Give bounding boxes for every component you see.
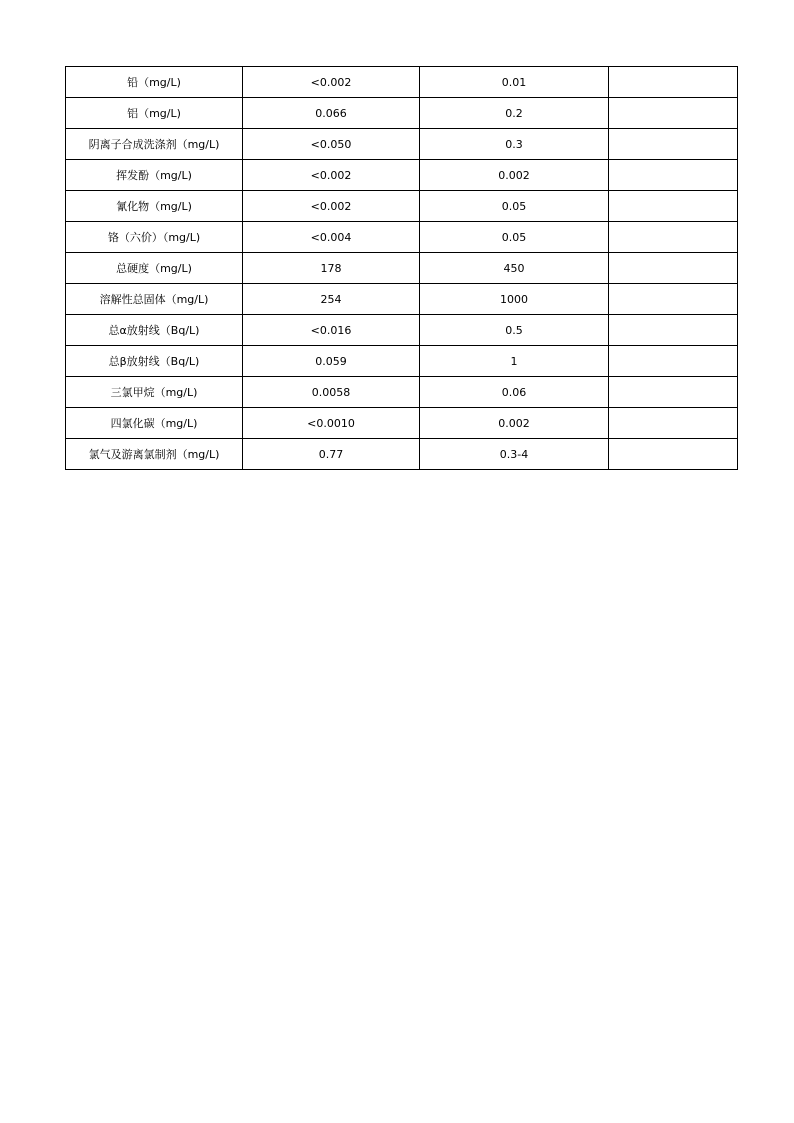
limit-cell: 1000: [420, 284, 609, 315]
result-cell: 254: [243, 284, 420, 315]
table-row: [66, 284, 738, 315]
note-cell: [609, 129, 738, 160]
item-cell: 溶解性总固体（mg/L): [66, 284, 243, 315]
result-cell: 0.066: [243, 98, 420, 129]
item-cell: 阴离子合成洗涤剂（mg/L): [66, 129, 243, 160]
note-cell: [609, 439, 738, 470]
limit-cell: 0.3-4: [420, 439, 609, 470]
result-cell: <0.016: [243, 315, 420, 346]
note-cell: [609, 222, 738, 253]
item-cell: 氯气及游离氯制剂（mg/L): [66, 439, 243, 470]
result-cell: 0.77: [243, 439, 420, 470]
limit-cell: 0.002: [420, 408, 609, 439]
limit-cell: 0.05: [420, 191, 609, 222]
table-row: [66, 98, 738, 129]
limit-cell: 450: [420, 253, 609, 284]
note-cell: [609, 315, 738, 346]
note-cell: [609, 160, 738, 191]
table-row: [66, 439, 738, 470]
item-cell: 挥发酚（mg/L): [66, 160, 243, 191]
table-row: [66, 377, 738, 408]
result-cell: 0.0058: [243, 377, 420, 408]
result-cell: <0.002: [243, 191, 420, 222]
note-cell: [609, 377, 738, 408]
limit-cell: 0.01: [420, 67, 609, 98]
table-row: [66, 346, 738, 377]
limit-cell: 0.05: [420, 222, 609, 253]
result-cell: <0.050: [243, 129, 420, 160]
item-cell: 总β放射线（Bq/L): [66, 346, 243, 377]
note-cell: [609, 253, 738, 284]
result-cell: 0.059: [243, 346, 420, 377]
limit-cell: 1: [420, 346, 609, 377]
item-cell: 三氯甲烷（mg/L): [66, 377, 243, 408]
item-cell: 铅（mg/L): [66, 67, 243, 98]
item-cell: 氰化物（mg/L): [66, 191, 243, 222]
table-row: [66, 253, 738, 284]
note-cell: [609, 284, 738, 315]
table-row: [66, 315, 738, 346]
limit-cell: 0.06: [420, 377, 609, 408]
table-row: [66, 191, 738, 222]
table-row: [66, 67, 738, 98]
limit-cell: 0.002: [420, 160, 609, 191]
item-cell: 四氯化碳（mg/L): [66, 408, 243, 439]
limit-cell: 0.2: [420, 98, 609, 129]
table-row: [66, 222, 738, 253]
result-cell: <0.002: [243, 67, 420, 98]
limit-cell: 0.3: [420, 129, 609, 160]
limit-cell: 0.5: [420, 315, 609, 346]
result-cell: <0.002: [243, 160, 420, 191]
result-cell: <0.0010: [243, 408, 420, 439]
table-row: [66, 408, 738, 439]
item-cell: 总硬度（mg/L): [66, 253, 243, 284]
note-cell: [609, 191, 738, 222]
result-cell: <0.004: [243, 222, 420, 253]
table-row: [66, 129, 738, 160]
note-cell: [609, 408, 738, 439]
item-cell: 铝（mg/L): [66, 98, 243, 129]
water-quality-table: [65, 66, 738, 470]
item-cell: 铬（六价）（mg/L): [66, 222, 243, 253]
table-row: [66, 160, 738, 191]
note-cell: [609, 98, 738, 129]
note-cell: [609, 67, 738, 98]
result-cell: 178: [243, 253, 420, 284]
item-cell: 总α放射线（Bq/L): [66, 315, 243, 346]
note-cell: [609, 346, 738, 377]
